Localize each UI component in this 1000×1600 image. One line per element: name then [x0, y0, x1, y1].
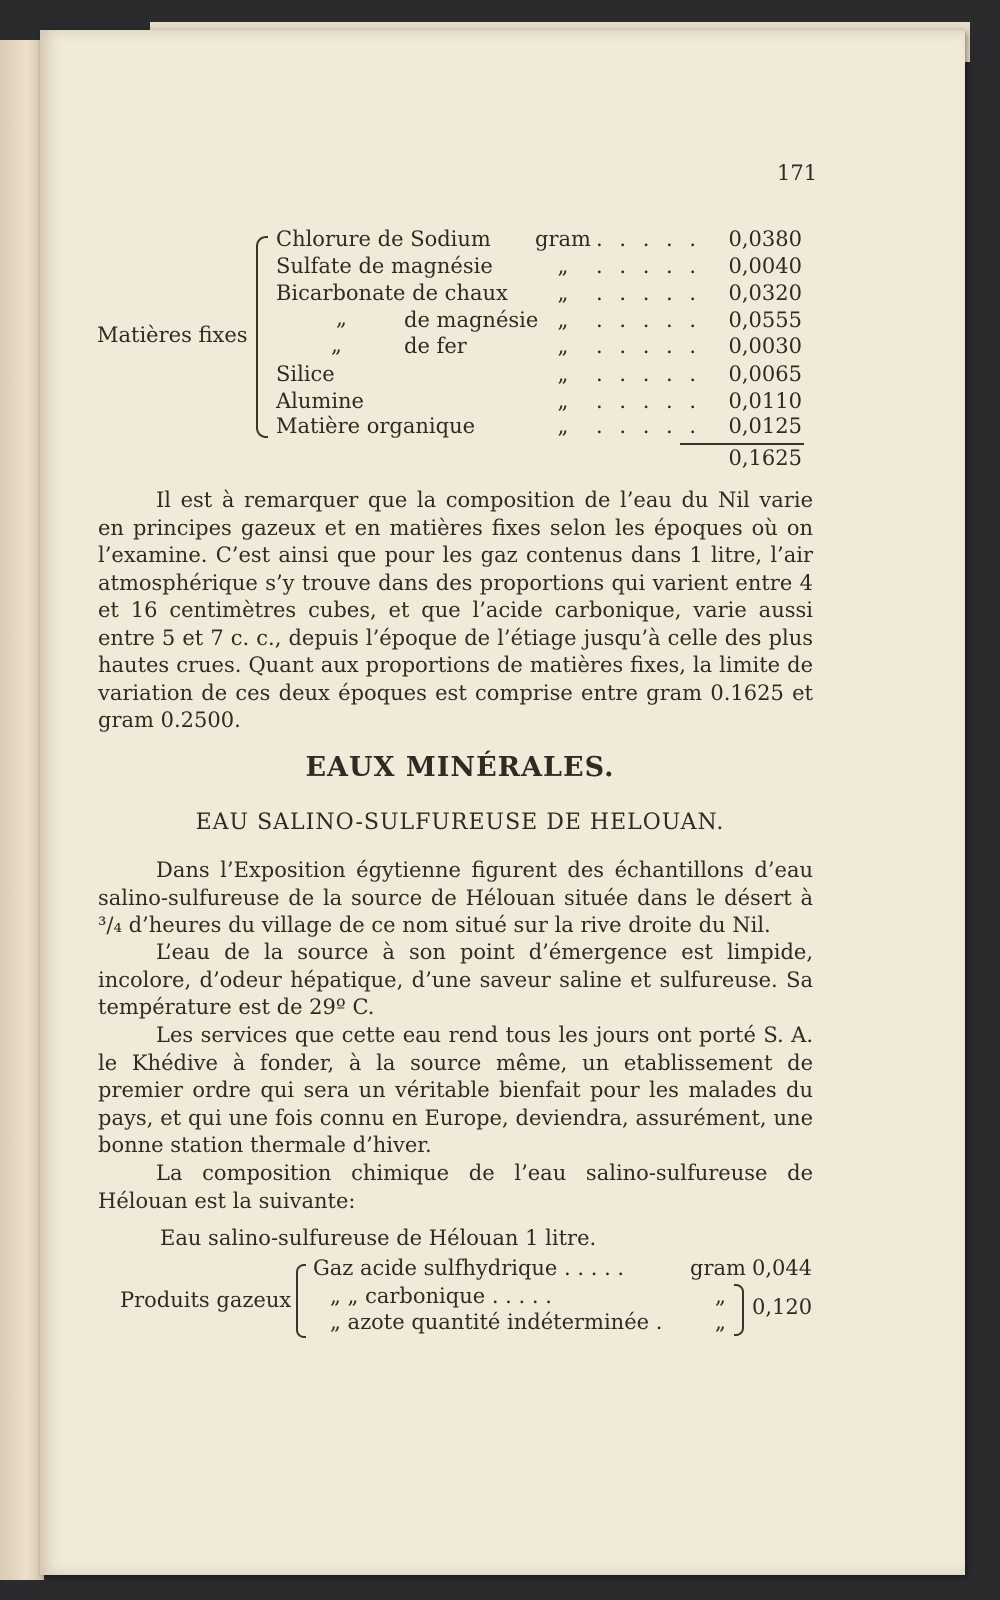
section-heading: EAUX MINÉRALES. — [305, 752, 615, 783]
table-intro: Eau salino-sulfureuse de Hélouan 1 litre. — [160, 1226, 597, 1250]
table-row-unit: „ — [557, 414, 569, 438]
section-subheading: EAU SALINO-SULFUREUSE DE HELOUAN. — [195, 810, 725, 835]
fixed-matter-brace — [256, 236, 268, 438]
table-row-label: „ „ carbonique . . . . . — [330, 1284, 552, 1308]
dot-leader: . . . . . — [596, 227, 702, 251]
paragraph-source-description: L’eau de la source à son point d’émergence est limpide, incolore, d’odeur hépatique, d’une saveur saline et sulfureuse. Sa température est de 29º C. — [98, 940, 813, 1019]
gas-group-label: Produits gazeux — [120, 1288, 292, 1312]
paragraph-khedive-establishment: Les services que cette eau rend tous les jours ont porté S. A. le Khédive à fonder, à la source même, un etablissement de premier ordre qui sera un véritable bienfait pour les malades du pays, et qui une fois connu en Europe, deviendra, assurément, une bonne station thermale d’hiver. — [98, 1023, 813, 1157]
closing-brace — [734, 1284, 744, 1336]
table-row-value: 0,0555 — [728, 308, 802, 332]
dot-leader: . . . . . — [596, 308, 702, 332]
paragraph-exposition: Dans l’Exposition égytienne figurent des échantillons d’eau salino-sulfureuse de la source de Hélouan située dans le désert à ³/₄ d’heures du village de ce nom situé sur la rive droite du Nil. — [98, 858, 813, 937]
paragraph-composition-intro: La composition chimique de l’eau salino-sulfureuse de Hélouan est la suivante: — [98, 1161, 813, 1213]
table-row-value: 0,0380 — [728, 227, 802, 251]
table-row-label: Gaz acide sulfhydrique . . . . . — [313, 1256, 625, 1280]
dot-leader: . . . . . — [596, 281, 702, 305]
paragraph-nile-composition: Il est à remarquer que la composition de l’eau du Nil varie en principes gazeux et en matières fixes selon les époques où on l’examine. C’est ainsi que pour les gaz contenus dans 1 litre, l’air atmosphérique s’y trouve dans des proportions qui varient entre 4 et 16 centimètres cubes, et que l’acide carbonique, varie aussi entre 5 et 7 c. c., depuis l’époque de l’étiage jusqu’à celle des plus hautes crues. Quant aux proportions de matières fixes, la limite de variation de ces deux époques est comprise entre gram 0.1625 et gram 0.2500. — [98, 488, 813, 732]
ditto-mark: „ — [331, 333, 342, 357]
dot-leader: . . . . . — [596, 334, 702, 358]
table-row-label: Matière organique — [276, 414, 476, 438]
table-total-value: 0,1625 — [728, 446, 802, 470]
table-row-label: de fer — [404, 334, 467, 358]
dot-leader: . . . . . — [596, 362, 702, 386]
sum-rule — [680, 443, 804, 445]
table-row-unit: „ — [557, 389, 569, 413]
table-row-unit: „ — [557, 254, 569, 278]
table-row-unit: „ — [557, 308, 569, 332]
table-row-value: 0,044 — [752, 1256, 813, 1280]
table-row-label: de magnésie — [404, 308, 539, 332]
dot-leader: . . . . . — [596, 254, 702, 278]
page-number: 171 — [777, 161, 818, 185]
dot-leader: . . . . . — [596, 389, 702, 413]
table-row-unit: „ — [715, 1310, 726, 1334]
table-row-unit: „ — [715, 1284, 726, 1308]
table-row-value: 0,0125 — [728, 414, 802, 438]
table-row-value: 0,0040 — [728, 254, 802, 278]
fixed-matter-group-label: Matières fixes — [97, 323, 248, 347]
table-row-unit: gram — [690, 1256, 746, 1280]
table-row-unit: gram — [535, 227, 591, 251]
table-row-value: 0,0030 — [728, 334, 802, 358]
table-row-label: Alumine — [276, 389, 364, 413]
dot-leader: . . . . . — [596, 414, 702, 438]
table-row-unit: „ — [557, 281, 569, 305]
table-row-label: „ azote quantité indéterminée . — [330, 1310, 663, 1334]
table-row-label: Silice — [276, 362, 335, 386]
combined-value: 0,120 — [752, 1295, 813, 1319]
ditto-mark: „ — [336, 306, 347, 330]
gas-brace — [296, 1264, 306, 1338]
table-row-label: Chlorure de Sodium — [276, 227, 491, 251]
table-row-value: 0,0110 — [728, 389, 802, 413]
table-row-unit: „ — [557, 334, 569, 358]
table-row-unit: „ — [557, 362, 569, 386]
table-row-value: 0,0065 — [728, 362, 802, 386]
table-row-label: Sulfate de magnésie — [276, 254, 493, 278]
book-page — [40, 30, 965, 1575]
table-row-value: 0,0320 — [728, 281, 802, 305]
table-row-label: Bicarbonate de chaux — [276, 281, 508, 305]
